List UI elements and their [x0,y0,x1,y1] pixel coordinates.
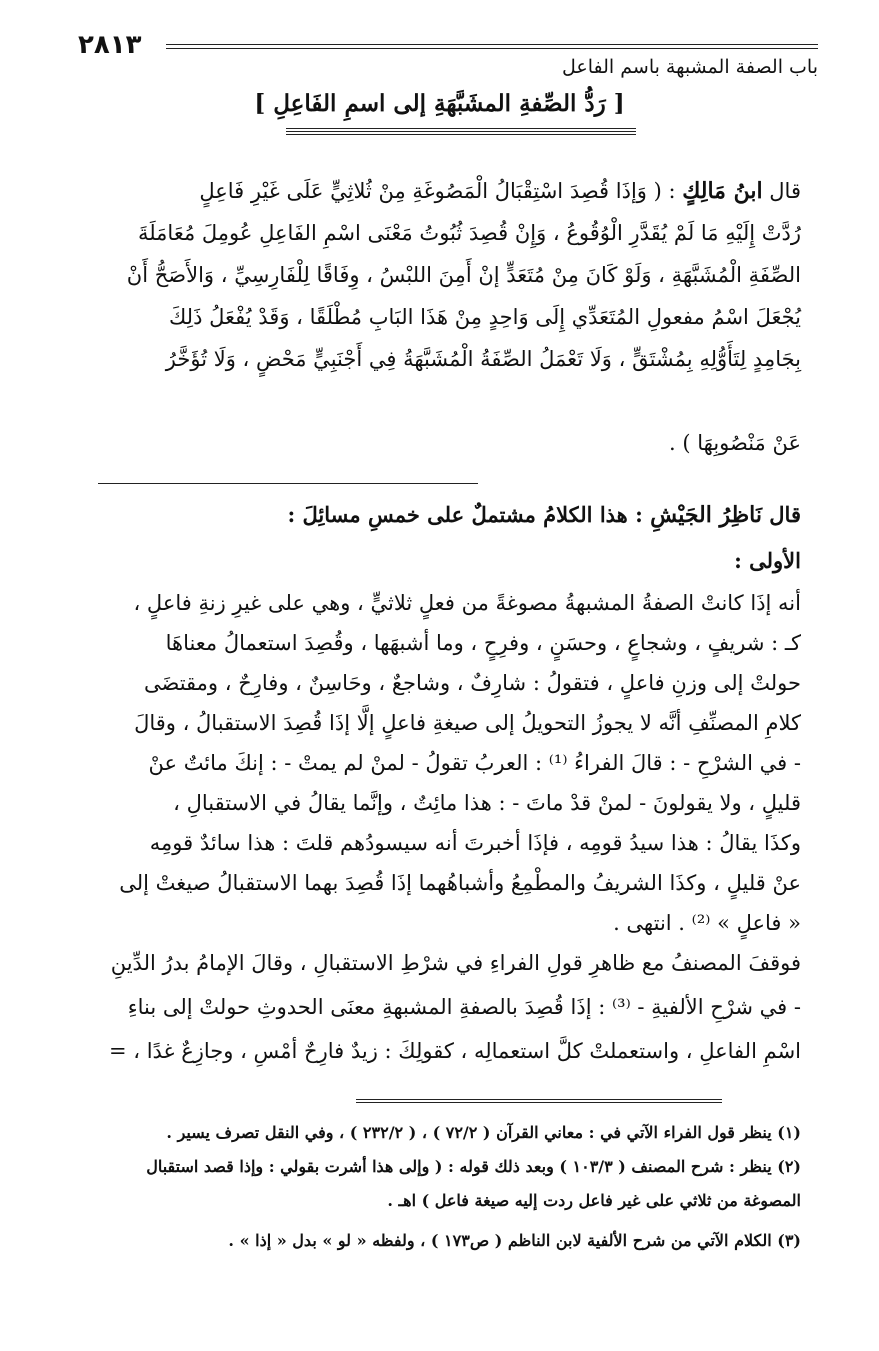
matn-text: : ( وَإذَا قُصِدَ اسْتِقْبَالُ الْمَصُوغَةِ مِنْ ثُلاثِيٍّ عَلَى غَيْرِ فَاعِلٍ [199,179,676,203]
body-line: فوقفَ المصنفُ مع ظاهرِ قولِ الفراءِ في شرْطِ الاستقبالِ ، وقالَ الإمامُ بدرُ الدِّينِ [110,951,801,975]
heading-underline [286,128,636,138]
body-line: عنْ قليلٍ ، وكذَا الشريفُ والمطْمِعُ وأشباهُهما إذَا قُصِدَ بهما الاستقبالُ صيغتْ إلى [119,871,801,895]
matn-line: يُجْعَلَ اسْمُ مفعولِ المُتَعَدِّي إِلَى وَاحِدٍ مِنْ هَذَا البَابِ مُطْلَقًا ، وَقَدْ يُفْعَلُ ذَلِكَ [168,305,801,329]
footnote: (٣) الكلام الآتي من شرح الألفية لابن الناظم ( ص١٧٣ ) ، ولفظه « لو » بدل « إذا » . [228,1231,801,1250]
body-line: حولتْ إلى وزنِ فاعلٍ ، فتقولُ : شارِفٌ ، وشاجعٌ ، وحَاسِنٌ ، وفارِحٌ ، ومقتضَى [144,671,801,695]
body-line: كلامِ المصنِّفِ أنَّه لا يجوزُ التحويلُ إلى صيغةِ فاعلٍ إلَّا إذَا قُصِدَ الاستقبالُ ، وقالَ [134,711,801,735]
body-line: - في الشرْحِ - : قالَ الفراءُ ⁽¹⁾ : العربُ تقولُ - لمنْ لم يمتْ - : إنكَ مائتٌ عنْ [148,751,801,775]
matn-line: بِجَامِدٍ لِتَأَوُّلِهِ بِمُشْتَقٍّ ، وَلَا تَعْمَلُ الصِّفَةُ الْمُشَبَّهَةُ فِي أَجْنَبِيٍّ مَحْضٍ ، وَلَا تُؤَخَّرُ [165,347,801,371]
body-line: اسْمِ الفاعلِ ، واستعملتْ كلَّ استعمالِه ، كقولِكَ : زيدٌ فارِحٌ أمْسِ ، وجازِعٌ غدًا ، = [108,1039,801,1063]
footnote: المصوغة من ثلاثي على غير فاعل ردت إليه صيغة فاعل ) اهـ . [387,1191,801,1210]
chapter-title: باب الصفة المشبهة باسم الفاعل [562,56,818,78]
matn-line: عَنْ مَنْصُوبِهَا ) . [669,431,801,455]
matn-line [199,172,801,210]
body-line: أنه إذَا كانتْ الصفةُ المشبهةُ مصوغةً من فعلٍ ثلاثيٍّ ، وهي على غيرِ زنةِ فاعلٍ ، [133,591,801,615]
footnote-rule [356,1099,722,1107]
footnote: (١) ينظر قول الفراء الآتي في : معاني القرآن ( ٧٢/٢ ) ، ( ٢٣٢/٢ ) ، وفي النقل تصرف يسير . [166,1123,801,1142]
footnote: (٢) ينظر : شرح المصنف ( ١٠٣/٣ ) وبعد ذلك قوله : ( وإلى هذا أشرت بقولي : وإذا قصد استقبال [146,1157,801,1176]
body-line: « فاعلٍ » ⁽²⁾ . انتهى . [613,911,801,935]
author-label: قال [769,502,801,527]
body-line: قليلٍ ، ولا يقولونَ - لمنْ قدْ ماتَ - : هذا مائِتٌ ، وإنَّما يقالُ في الاستقبالِ ، [173,791,801,815]
separator-rule [98,483,478,484]
body-line: كـ : شريفٍ ، وشجاعٍ ، وحسَنٍ ، وفرِحٍ ، وما أشبهَها ، وقُصِدَ استعمالُ معناهَا [165,631,801,655]
intro-text: : هذا الكلامُ مشتملٌ على خمسِ مسائِلَ : [287,502,643,527]
body-line: - في شرْحِ الألفيةِ - ⁽³⁾ : إذَا قُصِدَ بالصفةِ المشبهةِ معنَى الحدوثِ حولتْ إلى بناءِ [127,995,801,1019]
matn-line: الصِّفَةِ الْمُشَبَّهَةِ ، وَلَوْ كَانَ مِنْ مُتَعَدٍّ إنْ أَمِنَ اللبْسُ ، وِفَاقًا لِلْفَارِسِيِّ ، وَالأَصَحُّ أَنْ [126,263,801,287]
author-name: ابنُ مَالِكٍ [682,178,763,204]
author-name: نَاظِرُ الجَيْشِ [650,502,762,528]
subheading: الأولى : [734,548,801,573]
page-number: ٢٨١٣ [78,30,142,60]
section-heading: [ رَدُّ الصِّفةِ المشَبَّهَةِ إلى اسمِ الفَاعِلِ ] [254,90,625,117]
author-label: قال [769,179,801,203]
running-header [78,30,818,78]
matn-line: رُدَّتْ إِلَيْهِ مَا لَمْ يُقَدَّرِ الْوُقُوعُ ، وَإِنْ قُصِدَ ثُبُوتُ مَعْنَى اسْمِ الفَاعِلِ عُومِلَ مُعَامَلَةَ [137,221,801,245]
commentary-intro [287,496,801,534]
body-line: وكذَا يقالُ : هذا سيدُ قومِه ، فإذَا أخبرتَ أنه سيسودُهم قلتَ : هذا سائدٌ قومِه [149,831,801,855]
header-rule [166,44,818,45]
header-rule [166,48,818,49]
